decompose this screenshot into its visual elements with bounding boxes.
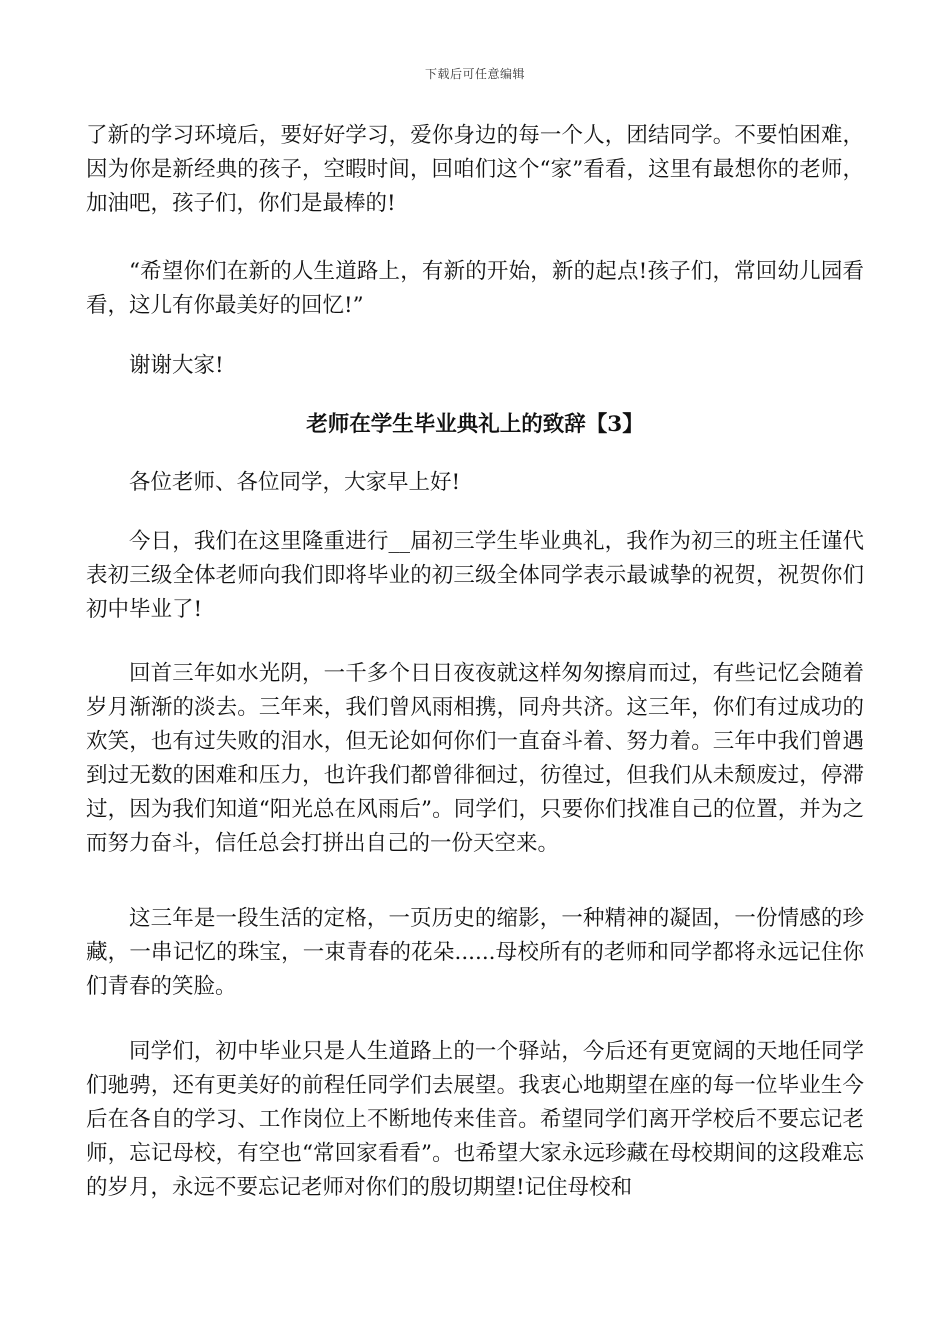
paragraph-text: 谢谢大家! <box>129 353 224 378</box>
paragraph-text: 这三年是一段生活的定格，一页历史的缩影，一种精神的凝固，一份情感的珍藏，一串记忆的珠宝，一束青春的花朵......母校所有的老师和同学都将永远记住你们青春的笑脸。 <box>86 906 864 999</box>
section-title: 老师在学生毕业典礼上的致辞【3】 <box>306 412 644 437</box>
paragraph-text: 了新的学习环境后，要好好学习，爱你身边的每一个人，团结同学。不要怕困难，因为你是新经典的孩子，空暇时间，回咱们这个“家”看看，这里有最想你的老师，加油吧，孩子们，你们是最棒的! <box>86 123 864 216</box>
page-header: 下载后可任意编辑 <box>424 67 525 81</box>
paragraph-5 <box>86 525 864 627</box>
paragraph-3 <box>86 349 864 383</box>
paragraph-1 <box>86 119 864 221</box>
paragraph-4 <box>86 466 864 500</box>
paragraph-8 <box>86 1035 864 1205</box>
paragraph-text: “希望你们在新的人生道路上，有新的开始，新的起点!孩子们，常回幼儿园看看，这儿有你最美好的回忆!” <box>86 259 864 318</box>
paragraph-text: 各位老师、各位同学，大家早上好! <box>129 470 461 495</box>
paragraph-6 <box>86 657 864 861</box>
paragraph-2 <box>86 255 864 323</box>
paragraph-7 <box>86 902 864 1004</box>
paragraph-text: 回首三年如水光阴，一千多个日日夜夜就这样匆匆擦肩而过，有些记忆会随着岁月渐渐的淡去。三年来，我们曾风雨相携，同舟共济。这三年，你们有过成功的欢笑，也有过失败的泪水，但无论如何你们一直奋斗着、努力着。三年中我们曾遇到过无数的困难和压力，也许我们都曾徘徊过，彷徨过，但我们从未颓废过，停滞过，因为我们知道“阳光总在风雨后”。同学们，只要你们找准自己的位置，并为之而努力奋斗，信任总会打拼出自己的一份天空来。 <box>86 661 864 856</box>
paragraph-text: 同学们，初中毕业只是人生道路上的一个驿站，今后还有更宽阔的天地任同学们驰骋，还有更美好的前程任同学们去展望。我衷心地期望在座的每一位毕业生今后在各自的学习、工作岗位上不断地传来佳音。希望同学们离开学校后不要忘记老师，忘记母校，有空也“常回家看看”。也希望大家永远珍藏在母校期间的这段难忘的岁月，永远不要忘记老师对你们的殷切期望!记住母校和 <box>86 1039 864 1200</box>
paragraph-text: 今日，我们在这里隆重进行__届初三学生毕业典礼，我作为初三的班主任谨代表初三级全体老师向我们即将毕业的初三级全体同学表示最诚挚的祝贺，祝贺你们初中毕业了! <box>86 529 864 622</box>
